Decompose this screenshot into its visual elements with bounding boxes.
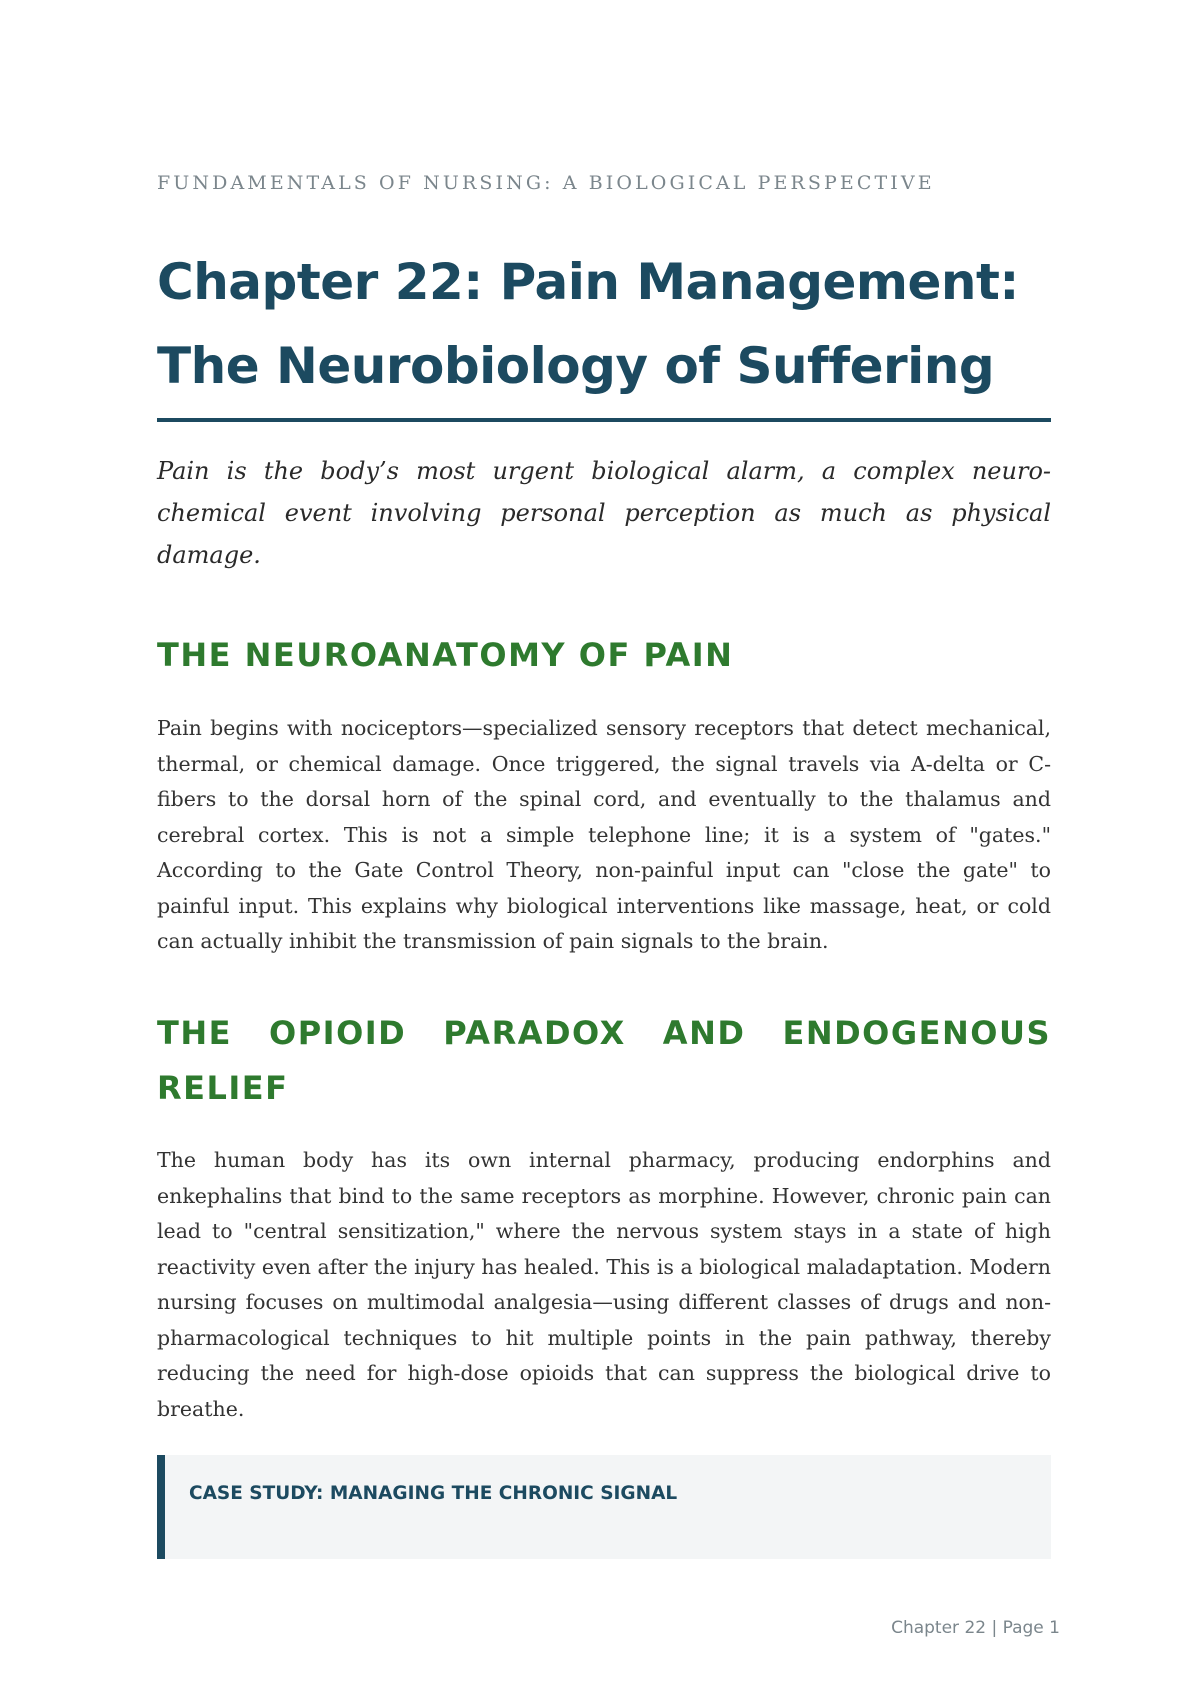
chapter-title-line-1: Chapter 22: Pain Management: xyxy=(157,253,1019,311)
page-footer: Chapter 22 | Page 1 xyxy=(891,1618,1060,1638)
chapter-title-line-2: The Neurobiology of Suffering xyxy=(157,337,995,395)
section-body-neuroanatomy: Pain begins with nociceptors—specialized sensory receptors that detect mechanical, thermal, or chemical damage. Once triggered, the signal travels via A-delta or C-fibers to the dorsal horn of the spinal cord, and eventually to the thalamus and cerebral cortex. This is not a simple telephone line; it is a system of "gates." According to the Gate Control Theory, non-painful input can "close the gate" to painful input. This explains why biological interventions like massage, heat, or cold can actually inhibit the transmission of pain signals to the brain. xyxy=(157,716,1051,953)
section-body-opioid-paradox: The human body has its own internal pharmacy, producing endorphins and enkephalins that bind to the same receptors as morphine. However, chronic pain can lead to "central sensitization," where the nervous system stays in a state of high reactivity even after the injury has healed. This is a biological maladaptation. Modern nursing focuses on multimodal analgesia—using different classes of drugs and non-pharmacological techniques to hit multiple points in the pain pathway, thereby reducing the need for high-dose opioids that can suppress the biological drive to breathe. xyxy=(157,1148,1051,1421)
lead-paragraph: Pain is the body’s most urgent biological alarm, a complex neuro-chemical event involving personal perception as much as physical damage. xyxy=(157,457,1051,569)
title-divider xyxy=(157,418,1051,422)
case-study-title: CASE STUDY: MANAGING THE CHRONIC SIGNAL xyxy=(189,1483,678,1504)
chapter-title xyxy=(157,240,1051,408)
section-heading-neuroanatomy: THE NEUROANATOMY OF PAIN xyxy=(157,636,734,674)
section-heading-opioid-paradox: THE OPIOID PARADOX AND ENDOGENOUS RELIEF xyxy=(157,1014,1051,1107)
book-title-kicker: FUNDAMENTALS OF NURSING: A BIOLOGICAL PERSPECTIVE xyxy=(157,172,935,194)
case-study-callout xyxy=(157,1455,1051,1559)
